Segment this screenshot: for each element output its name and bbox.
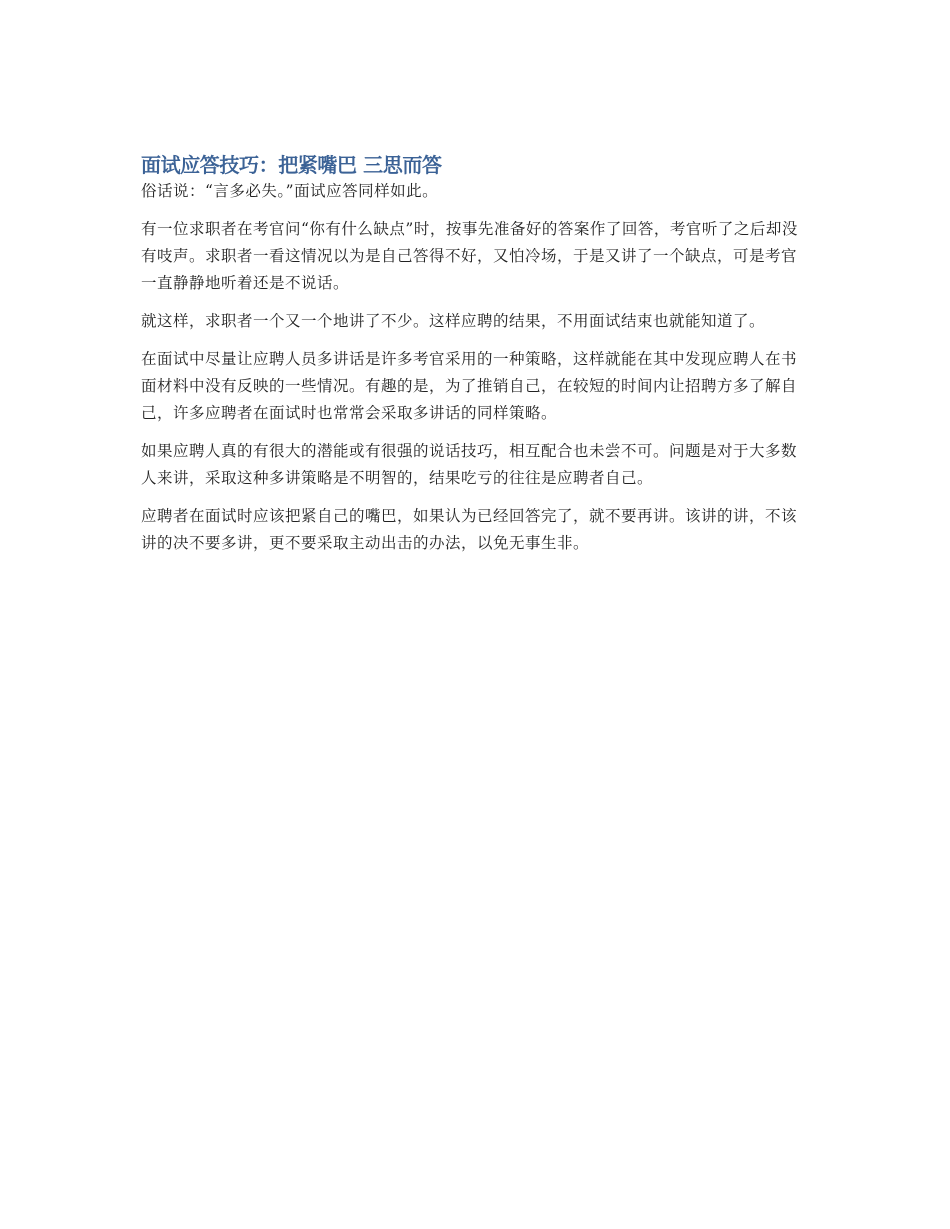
article-body [141, 148, 811, 568]
paragraph: 有一位求职者在考官问“你有什么缺点”时，按事先准备好的答案作了回答，考官听了之后却没有吱声。求职者一看这情况以为是自己答得不好，又怕冷场，于是又讲了一个缺点，可是考官一直静静地听着还是不说话。 [141, 220, 798, 292]
paragraph: 应聘者在面试时应该把紧自己的嘴巴，如果认为已经回答完了，就不要再讲。该讲的讲，不该讲的决不要多讲，更不要采取主动出击的办法，以免无事生非。 [141, 507, 798, 552]
article-title: 面试应答技巧：把紧嘴巴 三思而答 [141, 153, 442, 177]
paragraph: 就这样，求职者一个又一个地讲了不少。这样应聘的结果，不用面试结束也就能知道了。 [141, 312, 766, 330]
paragraph: 如果应聘人真的有很大的潜能或有很强的说话技巧，相互配合也未尝不可。问题是对于大多数人来讲，采取这种多讲策略是不明智的，结果吃亏的往往是应聘者自己。 [141, 442, 798, 487]
paragraph: 在面试中尽量让应聘人员多讲话是许多考官采用的一种策略，这样就能在其中发现应聘人在书面材料中没有反映的一些情况。有趣的是，为了推销自己，在较短的时间内让招聘方多了解自己，许多应聘者在面试时也常常会采取多讲话的同样策略。 [141, 350, 798, 422]
paragraph-intro: 俗话说：“言多必失。”面试应答同样如此。 [141, 182, 439, 200]
